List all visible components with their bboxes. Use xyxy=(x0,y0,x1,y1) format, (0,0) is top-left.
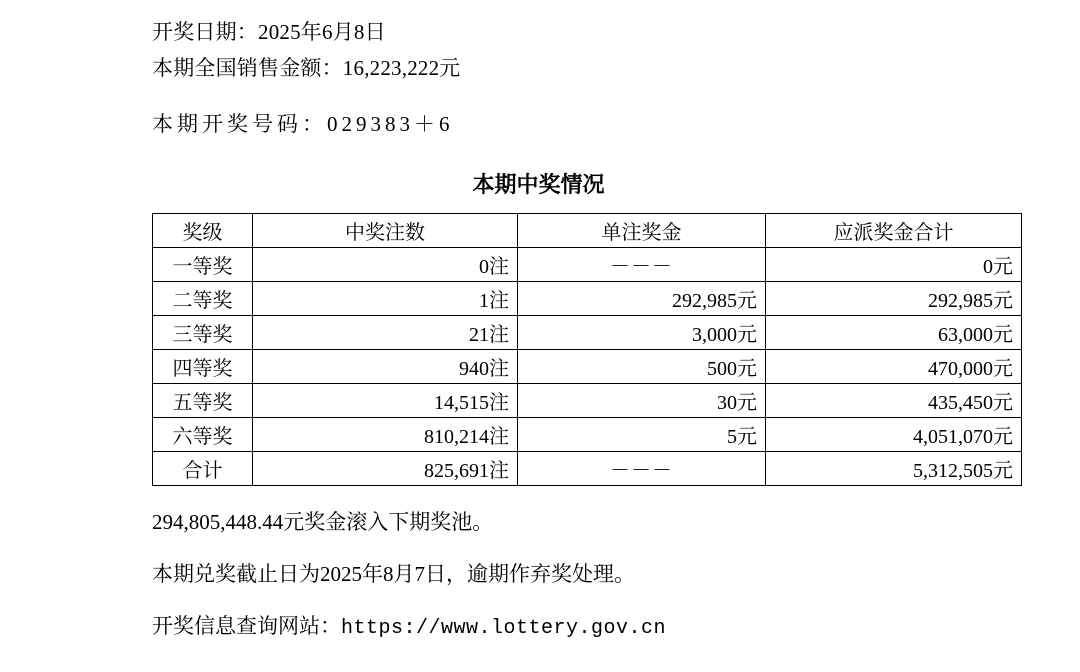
section-title: 本期中奖情况 xyxy=(472,172,605,197)
cell-total: 0元 xyxy=(766,248,1022,282)
rollover-line: 294,805,448.44元奖金滚入下期奖池。 xyxy=(152,510,494,534)
table-row xyxy=(153,282,1022,316)
cell-total: 5,312,505元 xyxy=(766,452,1022,486)
cell-total: 470,000元 xyxy=(766,350,1022,384)
column-header-count: 中奖注数 xyxy=(253,214,518,248)
cell-count: 810,214注 xyxy=(253,418,518,452)
cell-per-prize: 5元 xyxy=(518,418,766,452)
table-row xyxy=(153,316,1022,350)
cell-per-prize: 30元 xyxy=(518,384,766,418)
cell-level: 五等奖 xyxy=(153,384,253,418)
cell-level: 六等奖 xyxy=(153,418,253,452)
cell-per-prize: 292,985元 xyxy=(518,282,766,316)
cell-total: 4,051,070元 xyxy=(766,418,1022,452)
draw-date-line: 开奖日期：2025年6月8日 xyxy=(152,20,386,44)
cell-per-prize: 3,000元 xyxy=(518,316,766,350)
cell-level: 二等奖 xyxy=(153,282,253,316)
table-row xyxy=(153,248,1022,282)
cell-level: 四等奖 xyxy=(153,350,253,384)
prize-table xyxy=(152,213,1022,486)
cell-count: 1注 xyxy=(253,282,518,316)
cell-level: 三等奖 xyxy=(153,316,253,350)
website-label: 开奖信息查询网站： xyxy=(152,614,341,638)
cell-count: 940注 xyxy=(253,350,518,384)
website-url[interactable]: https://www.lottery.gov.cn xyxy=(341,617,667,640)
sales-amount-line: 本期全国销售金额：16,223,222元 xyxy=(152,56,461,80)
cell-level: 合计 xyxy=(153,452,253,486)
table-header-row xyxy=(153,214,1022,248)
cell-total: 435,450元 xyxy=(766,384,1022,418)
cell-count: 14,515注 xyxy=(253,384,518,418)
cell-total: 292,985元 xyxy=(766,282,1022,316)
column-header-total: 应派奖金合计 xyxy=(766,214,1022,248)
cell-count: 21注 xyxy=(253,316,518,350)
table-row xyxy=(153,418,1022,452)
cell-per-prize: 500元 xyxy=(518,350,766,384)
cell-per-prize: －－－ xyxy=(518,248,766,282)
table-row xyxy=(153,452,1022,486)
cell-level: 一等奖 xyxy=(153,248,253,282)
column-header-level: 奖级 xyxy=(153,214,253,248)
column-header-per-prize: 单注奖金 xyxy=(518,214,766,248)
cell-count: 825,691注 xyxy=(253,452,518,486)
website-line xyxy=(152,608,980,647)
cell-total: 63,000元 xyxy=(766,316,1022,350)
table-row xyxy=(153,384,1022,418)
cell-per-prize: －－－ xyxy=(518,452,766,486)
deadline-line: 本期兑奖截止日为2025年8月7日，逾期作弃奖处理。 xyxy=(152,562,635,586)
draw-numbers-line: 本期开奖号码：029383＋6 xyxy=(152,112,454,136)
table-row xyxy=(153,350,1022,384)
cell-count: 0注 xyxy=(253,248,518,282)
